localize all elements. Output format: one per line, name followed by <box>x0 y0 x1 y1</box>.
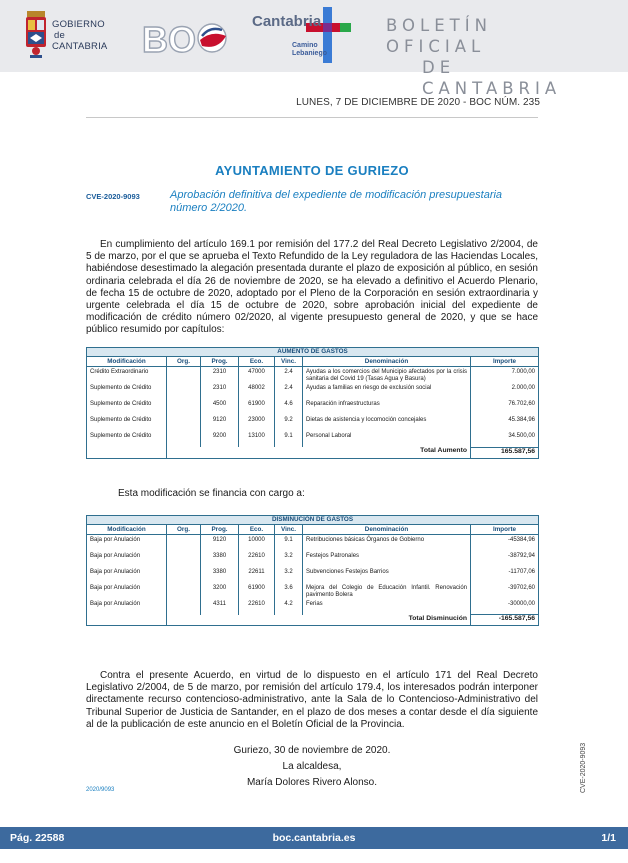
cell-prog: 9120 <box>201 535 239 551</box>
cell-eco: 13100 <box>239 431 275 447</box>
side-cve-code: CVE-2020-9093 <box>580 742 587 793</box>
cell-org <box>167 383 201 399</box>
cell-prog: 9120 <box>201 415 239 431</box>
cell-org <box>167 599 201 615</box>
cell-vinc: 4.2 <box>275 599 303 615</box>
cell-importe: -45384,96 <box>471 535 539 551</box>
col-header-denominacion: Denominación <box>303 525 471 535</box>
cell-vinc: 3.2 <box>275 567 303 583</box>
cell-prog: 4311 <box>201 599 239 615</box>
cell-org <box>167 535 201 551</box>
cell-vinc: 3.6 <box>275 583 303 599</box>
boletin-line-2: DE CANTABRIA <box>422 58 562 98</box>
cell-modificacion: Baja por Anulación <box>87 567 167 583</box>
page-header <box>0 0 628 98</box>
col-header-importe: Importe <box>471 357 539 367</box>
footer-page-number: Pág. 22588 <box>10 832 65 844</box>
col-header-modificacion: Modificación <box>87 525 167 535</box>
signature-place-date: Guriezo, 30 de noviembre de 2020. <box>233 745 391 756</box>
cell-vinc: 9.2 <box>275 415 303 431</box>
cell-importe: -30000,00 <box>471 599 539 615</box>
header-divider <box>86 117 538 118</box>
col-header-modificacion: Modificación <box>87 357 167 367</box>
table-row <box>87 431 539 447</box>
cell-vinc: 2.4 <box>275 367 303 384</box>
col-header-eco: Eco. <box>239 525 275 535</box>
col-header-org: Org. <box>167 525 201 535</box>
disminucion-gastos-table <box>86 515 539 626</box>
col-header-prog: Prog. <box>201 525 239 535</box>
issue-date-line: LUNES, 7 DE DICIEMBRE DE 2020 - BOC NÚM. 235 <box>296 97 540 108</box>
table-row <box>87 415 539 431</box>
aumento-caption: AUMENTO DE GASTOS <box>87 348 539 357</box>
cell-org <box>167 367 201 384</box>
cve-code: CVE-2020-9093 <box>86 192 140 201</box>
signature-name: María Dolores Rivero Alonso. <box>246 777 378 788</box>
cell-eco: 22611 <box>239 567 275 583</box>
total-aumento-value: 165.587,56 <box>471 447 539 458</box>
organization-title: AYUNTAMIENTO DE GURIEZO <box>215 163 409 178</box>
cell-eco: 48002 <box>239 383 275 399</box>
aumento-gastos-table <box>86 347 539 459</box>
col-header-prog: Prog. <box>201 357 239 367</box>
cell-importe: 7.000,00 <box>471 367 539 384</box>
col-header-vinc: Vinc. <box>275 525 303 535</box>
signature-block <box>86 743 538 791</box>
table-row <box>87 535 539 551</box>
gobierno-line-1: GOBIERNO <box>52 19 105 30</box>
cell-org <box>167 415 201 431</box>
camino-line-1: Camino <box>292 42 318 49</box>
cell-modificacion: Suplemento de Crédito <box>87 431 167 447</box>
cell-vinc: 9.1 <box>275 535 303 551</box>
announcement-subject: Aprobación definitiva del expediente de modificación presupuestaria número 2/2020. <box>170 189 503 214</box>
camino-lebaniego-label <box>292 42 327 57</box>
cell-eco: 23000 <box>239 415 275 431</box>
total-row <box>87 615 539 626</box>
table-row <box>87 599 539 615</box>
total-blank-cell <box>87 615 167 626</box>
col-header-importe: Importe <box>471 525 539 535</box>
cell-prog: 4500 <box>201 399 239 415</box>
col-header-vinc: Vinc. <box>275 357 303 367</box>
table-row <box>87 551 539 567</box>
cell-importe: 34.500,00 <box>471 431 539 447</box>
cell-prog: 3380 <box>201 551 239 567</box>
financing-note: Esta modificación se financia con cargo a: <box>118 488 305 499</box>
table-row <box>87 367 539 384</box>
cell-modificacion: Suplemento de Crédito <box>87 383 167 399</box>
footer-page-count: 1/1 <box>601 832 616 844</box>
cell-importe: -39702,60 <box>471 583 539 599</box>
cell-importe: 2.000,00 <box>471 383 539 399</box>
cell-denominacion: Ferias <box>303 599 471 615</box>
disminucion-caption: DISMINUCIÓN DE GASTOS <box>87 516 539 525</box>
col-header-denominacion: Denominación <box>303 357 471 367</box>
cell-importe: 45.384,96 <box>471 415 539 431</box>
total-disminucion-value: -165.587,56 <box>471 615 539 626</box>
gobierno-line-2: de <box>54 30 65 41</box>
cell-prog: 2310 <box>201 367 239 384</box>
camino-line-2: Lebaniego <box>292 49 328 57</box>
cell-modificacion: Baja por Anulación <box>87 583 167 599</box>
cell-eco: 61900 <box>239 583 275 599</box>
cell-org <box>167 583 201 599</box>
cell-modificacion: Suplemento de Crédito <box>87 415 167 431</box>
gobierno-de-cantabria-label <box>52 19 107 52</box>
cell-modificacion: Baja por Anulación <box>87 599 167 615</box>
cell-vinc: 2.4 <box>275 383 303 399</box>
cell-denominacion: Reparación infraestructuras <box>303 399 471 415</box>
gobierno-line-3: CANTABRIA <box>52 41 108 52</box>
cell-modificacion: Baja por Anulación <box>87 551 167 567</box>
col-header-org: Org. <box>167 357 201 367</box>
cell-eco: 47000 <box>239 367 275 384</box>
cell-eco: 22610 <box>239 599 275 615</box>
cell-denominacion: Mejora del Colegio de Educación Infantil. Renovación pavimento Bolera <box>303 583 471 599</box>
cell-org <box>167 399 201 415</box>
total-aumento-label: Total Aumento <box>167 447 471 458</box>
cell-prog: 3200 <box>201 583 239 599</box>
cell-modificacion: Suplemento de Crédito <box>87 399 167 415</box>
cell-denominacion: Ayudas a familias en riesgo de exclusión social <box>303 383 471 399</box>
cell-importe: -11707,06 <box>471 567 539 583</box>
page-footer <box>0 827 628 849</box>
total-blank-cell <box>87 447 167 458</box>
cell-denominacion: Ayudas a los comercios del Municipio afectados por la crisis sanitaria del Covid 19 (Tasas Agua y Basura) <box>303 367 471 384</box>
cell-modificacion: Crédito Extraordinario <box>87 367 167 384</box>
cantabria-coat-of-arms-icon <box>24 8 48 60</box>
boletin-oficial-title <box>386 15 594 99</box>
cell-prog: 3380 <box>201 567 239 583</box>
cell-prog: 9200 <box>201 431 239 447</box>
table-row <box>87 383 539 399</box>
cell-importe: 76.702,60 <box>471 399 539 415</box>
cell-modificacion: Baja por Anulación <box>87 535 167 551</box>
cell-denominacion: Dietas de asistencia y locomoción concejales <box>303 415 471 431</box>
cell-denominacion: Personal Laboral <box>303 431 471 447</box>
cell-org <box>167 431 201 447</box>
cell-denominacion: Festejos Patronales <box>303 551 471 567</box>
signature-role: La alcaldesa, <box>282 761 342 772</box>
table-row <box>87 399 539 415</box>
cell-vinc: 4.6 <box>275 399 303 415</box>
cell-denominacion: Subvenciones Festejos Barrios <box>303 567 471 583</box>
cell-eco: 22610 <box>239 551 275 567</box>
cell-vinc: 3.2 <box>275 551 303 567</box>
body-paragraph-1: En cumplimiento del artículo 169.1 por remisión del 177.2 del Real Decreto Legislativo 2/2004, de 5 de marzo, por el que se aprueba el Texto Refundido de la Ley reguladora de las Haciendas Locales, habiéndose desestimado la alegación presentada durante el plazo de exposición al público, en sesión ordinaria celebrada el día 26 de noviembre de 2020, se ha elevado a definitivo el Acuerdo Plenario, de fecha 15 de octubre de 2020, adoptado por el Pleno de la Corporación en sesión extraordinaria y urgente celebrada el día 15 de octubre de 2020, sobre aprobación inicial del expediente de modificación de crédito número 02/2020, al vigente presupuesto general de 2020, y que se hace público resumido por capítulos: <box>86 239 538 336</box>
cantabria-wordmark: Cantabria <box>252 13 322 30</box>
body-paragraph-2: Contra el presente Acuerdo, en virtud de lo dispuesto en el artículo 171 del Real Decreto Legislativo 2/2004, de 5 de marzo, por remisión del artículo 179.4, los interesados podrán interponer directamente recurso contencioso-administrativo, ante la Sala de lo Contencioso-Administrativo del Tribunal Superior de Justicia de Santander, en el plazo de dos meses a contar desde el día siguiente al de la publicación de este anuncio en el Boletín Oficial de la Provincia. <box>86 670 538 730</box>
boc-logo-icon <box>140 16 230 58</box>
total-row <box>87 447 539 458</box>
cell-denominacion: Retribuciones básicas Órganos de Gobierno <box>303 535 471 551</box>
total-disminucion-label: Total Disminución <box>167 615 471 626</box>
footer-site-link[interactable]: boc.cantabria.es <box>272 832 356 844</box>
table-row <box>87 583 539 599</box>
cell-eco: 61900 <box>239 399 275 415</box>
cell-vinc: 9.1 <box>275 431 303 447</box>
cell-prog: 2310 <box>201 383 239 399</box>
col-header-eco: Eco. <box>239 357 275 367</box>
cell-org <box>167 551 201 567</box>
cell-importe: -38792,94 <box>471 551 539 567</box>
reference-code: 2020/9093 <box>86 787 115 793</box>
page-bottom-margin <box>0 849 628 863</box>
cell-eco: 10000 <box>239 535 275 551</box>
table-row <box>87 567 539 583</box>
svg-text:BO: BO <box>142 19 196 60</box>
boletin-line-1: BOLETÍN OFICIAL <box>386 16 492 56</box>
cell-org <box>167 567 201 583</box>
